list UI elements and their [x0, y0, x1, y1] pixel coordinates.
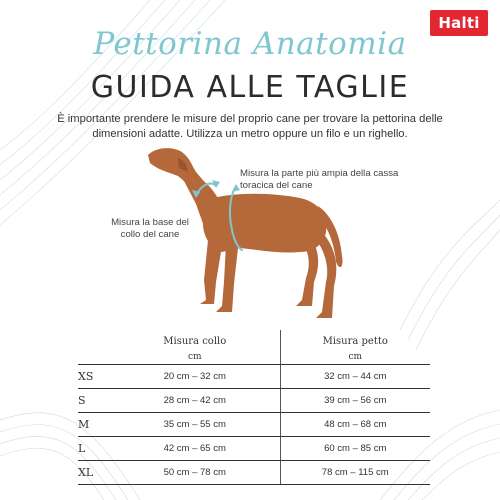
halti-logo: Halti: [430, 10, 488, 36]
neck-range: 28 cm – 42 cm: [110, 388, 280, 412]
neck-unit: cm: [110, 350, 280, 364]
neck-range: 50 cm – 78 cm: [110, 460, 280, 484]
size-label: L: [78, 436, 110, 460]
chest-callout: Misura la parte più ampia della cassa toracica del cane: [240, 168, 399, 191]
size-label: S: [78, 388, 110, 412]
product-script-title: Pettorina Anatomia: [93, 26, 407, 62]
size-label: M: [78, 412, 110, 436]
neck-callout: Misura la base del collo del cane: [111, 217, 189, 240]
chest-range: 32 cm – 44 cm: [280, 364, 430, 388]
table-row: [78, 412, 430, 436]
size-chart-table: [78, 330, 430, 485]
intro-text: È importante prendere le misure del proprio cane per trovare la pettorina delle dimensioni adatte. Utilizza un metro oppure un filo e un righello.: [57, 113, 443, 140]
chest-range: 48 cm – 68 cm: [280, 412, 430, 436]
size-column-header: [78, 330, 110, 350]
table-row: [78, 388, 430, 412]
chest-unit: cm: [280, 350, 430, 364]
chest-column-header: Misura petto: [280, 330, 430, 350]
chest-range: 78 cm – 115 cm: [280, 460, 430, 484]
table-row: [78, 460, 430, 484]
page-title: GUIDA ALLE TAGLIE: [90, 70, 410, 105]
neck-range: 35 cm – 55 cm: [110, 412, 280, 436]
unit-spacer: [78, 350, 110, 364]
chest-range: 60 cm – 85 cm: [280, 436, 430, 460]
table-row: [78, 364, 430, 388]
table-header-row: [78, 330, 430, 350]
size-label: XS: [78, 364, 110, 388]
size-label: XL: [78, 460, 110, 484]
table-unit-row: [78, 350, 430, 364]
neck-range: 42 cm – 65 cm: [110, 436, 280, 460]
table-row: [78, 436, 430, 460]
neck-range: 20 cm – 32 cm: [110, 364, 280, 388]
chest-range: 39 cm – 56 cm: [280, 388, 430, 412]
neck-column-header: Misura collo: [163, 336, 227, 347]
